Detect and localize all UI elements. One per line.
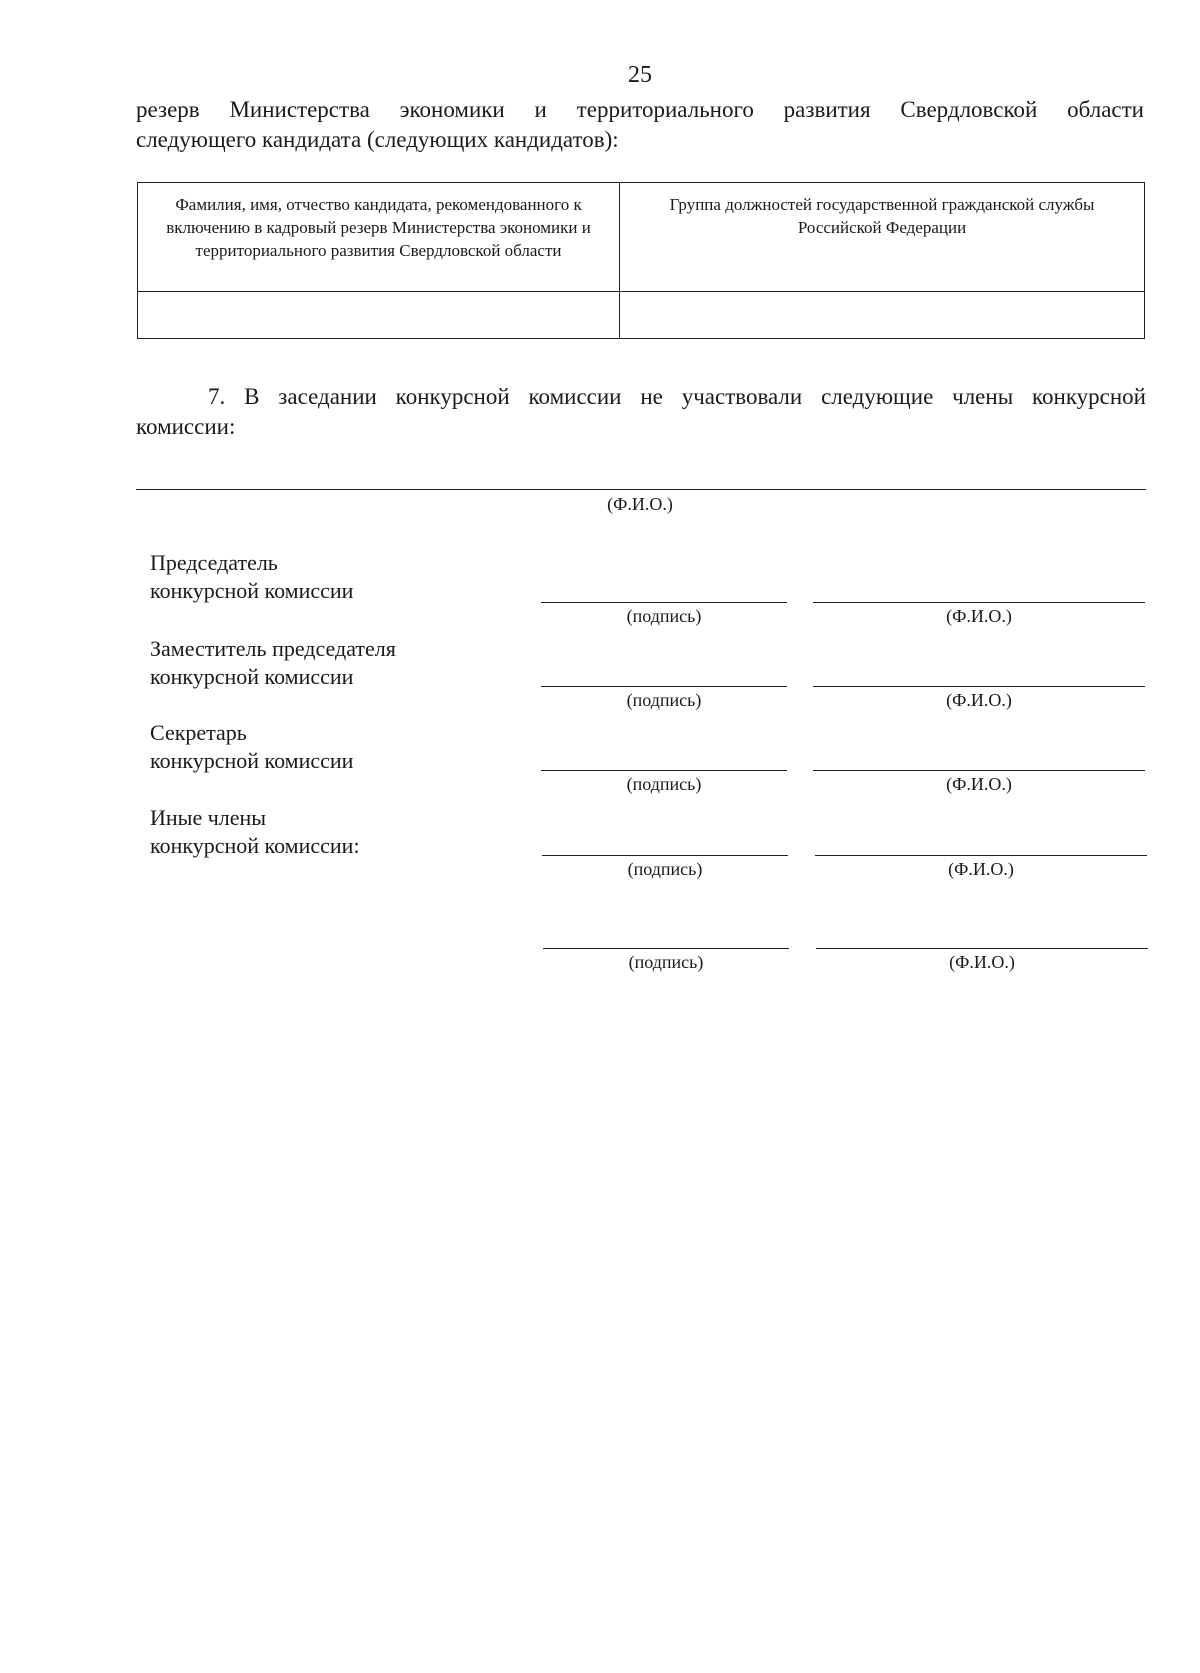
secretary-signature-line: [541, 770, 787, 771]
deputy-signature-caption: (подпись): [626, 690, 702, 710]
chairman-fio-line: [813, 602, 1145, 603]
table-cell-position-group: [620, 292, 1145, 339]
page-number: 25: [628, 62, 652, 88]
table-header-position-group: Группа должностей государственной гражданской службы Российской Федерации: [620, 183, 1145, 292]
secretary-fio-line: [813, 770, 1145, 771]
other-member-1-fio-caption: (Ф.И.О.): [948, 859, 1014, 879]
other-member-2-signature-caption: (подпись): [628, 952, 704, 972]
other-member-1-signature-line: [542, 855, 788, 856]
other-member-2-fio-caption: (Ф.И.О.): [949, 952, 1015, 972]
deputy-fio-line: [813, 686, 1145, 687]
role-chairman-line-1: Председатель: [150, 550, 278, 575]
role-secretary-line-1: Секретарь: [150, 720, 247, 745]
intro-line-1: резерв Министерства экономики и территориального развития Свердловской области: [136, 97, 1144, 122]
role-secretary-line-2: конкурсной комиссии: [150, 748, 354, 773]
role-deputy-chairman-line-2: конкурсной комиссии: [150, 664, 354, 689]
role-deputy-chairman-line-1: Заместитель председателя: [150, 636, 396, 661]
table-header-candidate: Фамилия, имя, отчество кандидата, рекомендованного к включению в кадровый резерв Министерства экономики и территориального развития Свердловской области: [138, 183, 620, 292]
section-7-line-2: комиссии:: [136, 414, 236, 439]
candidates-table: [137, 182, 1145, 339]
section-7-line-1: 7. В заседании конкурсной комиссии не участвовали следующие члены конкурсной: [208, 384, 1146, 409]
other-member-2-fio-line: [816, 948, 1148, 949]
intro-paragraph: [136, 95, 1144, 155]
section-7-paragraph: [136, 382, 1146, 442]
secretary-signature-caption: (подпись): [626, 774, 702, 794]
role-other-members: [150, 804, 490, 860]
deputy-fio-caption: (Ф.И.О.): [946, 690, 1012, 710]
absent-members-fio-caption: (Ф.И.О.): [607, 494, 673, 514]
role-other-members-line-2: конкурсной комиссии:: [150, 833, 360, 858]
chairman-signature-line: [541, 602, 787, 603]
absent-members-blank-line: [136, 489, 1146, 490]
role-other-members-line-1: Иные члены: [150, 805, 267, 830]
other-member-2-signature-line: [543, 948, 789, 949]
chairman-signature-caption: (подпись): [626, 606, 702, 626]
secretary-fio-caption: (Ф.И.О.): [946, 774, 1012, 794]
intro-line-2: следующего кандидата (следующих кандидатов):: [136, 127, 619, 152]
role-deputy-chairman: [150, 635, 490, 691]
deputy-signature-line: [541, 686, 787, 687]
other-member-1-fio-line: [815, 855, 1147, 856]
chairman-fio-caption: (Ф.И.О.): [946, 606, 1012, 626]
table-header-row: [138, 183, 1145, 292]
role-chairman: [150, 549, 490, 605]
role-chairman-line-2: конкурсной комиссии: [150, 578, 354, 603]
table-row: [138, 292, 1145, 339]
other-member-1-signature-caption: (подпись): [627, 859, 703, 879]
table-cell-candidate: [138, 292, 620, 339]
role-secretary: [150, 719, 490, 775]
